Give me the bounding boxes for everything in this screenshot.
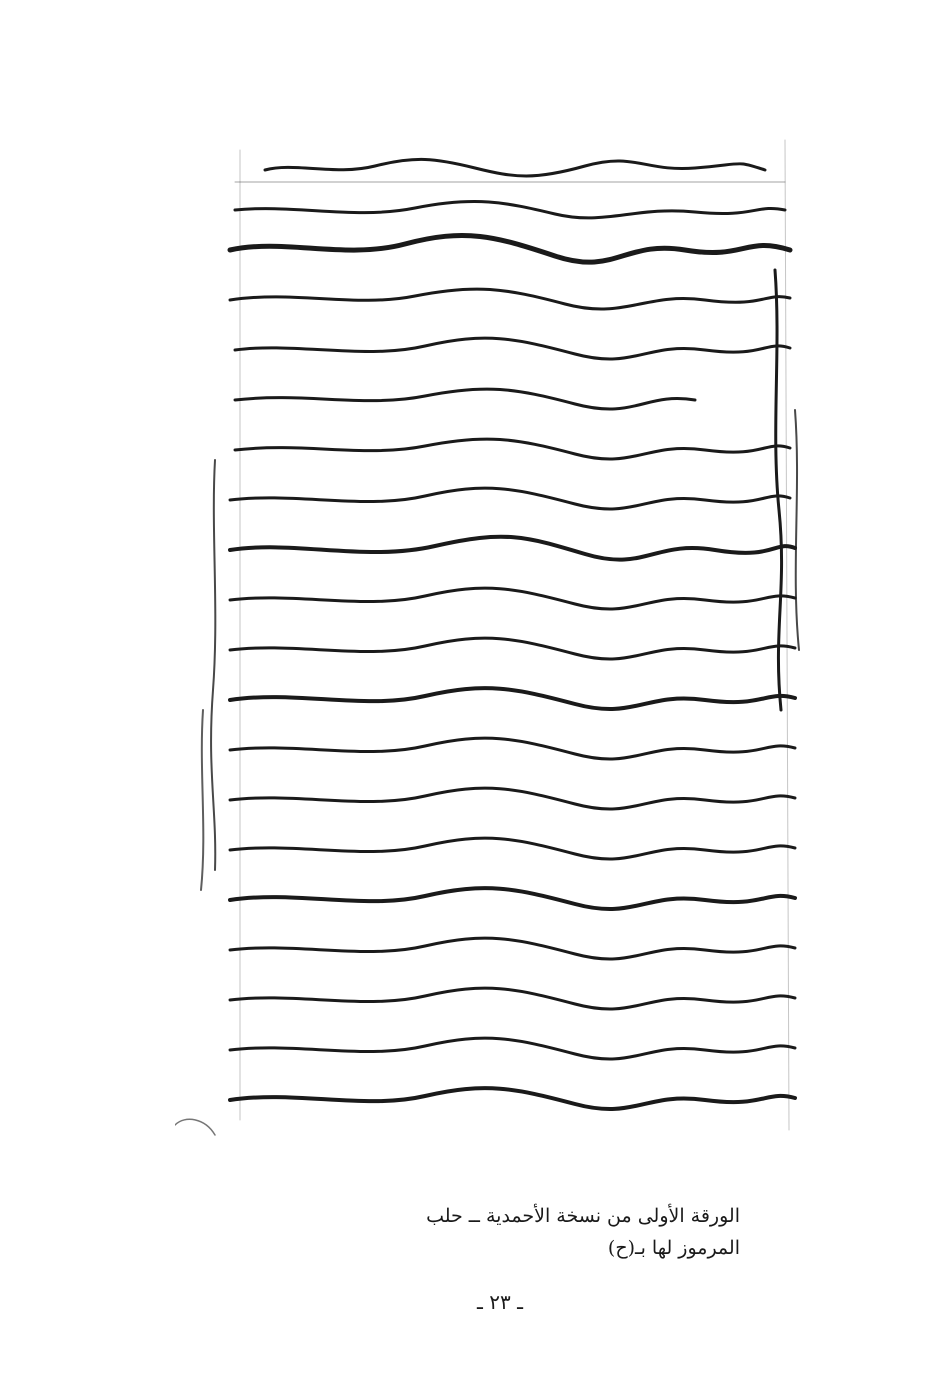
- caption-line-1: الورقة الأولى من نسخة الأحمدية ــ حلب: [426, 1205, 740, 1227]
- caption-line-2: المرموز لها بـ(ح): [607, 1237, 740, 1260]
- manuscript-image: [175, 110, 810, 1150]
- manuscript-handwriting: [175, 110, 810, 1150]
- page-number: ـ ٢٣ ـ: [477, 1290, 523, 1314]
- caption: [300, 1200, 740, 1265]
